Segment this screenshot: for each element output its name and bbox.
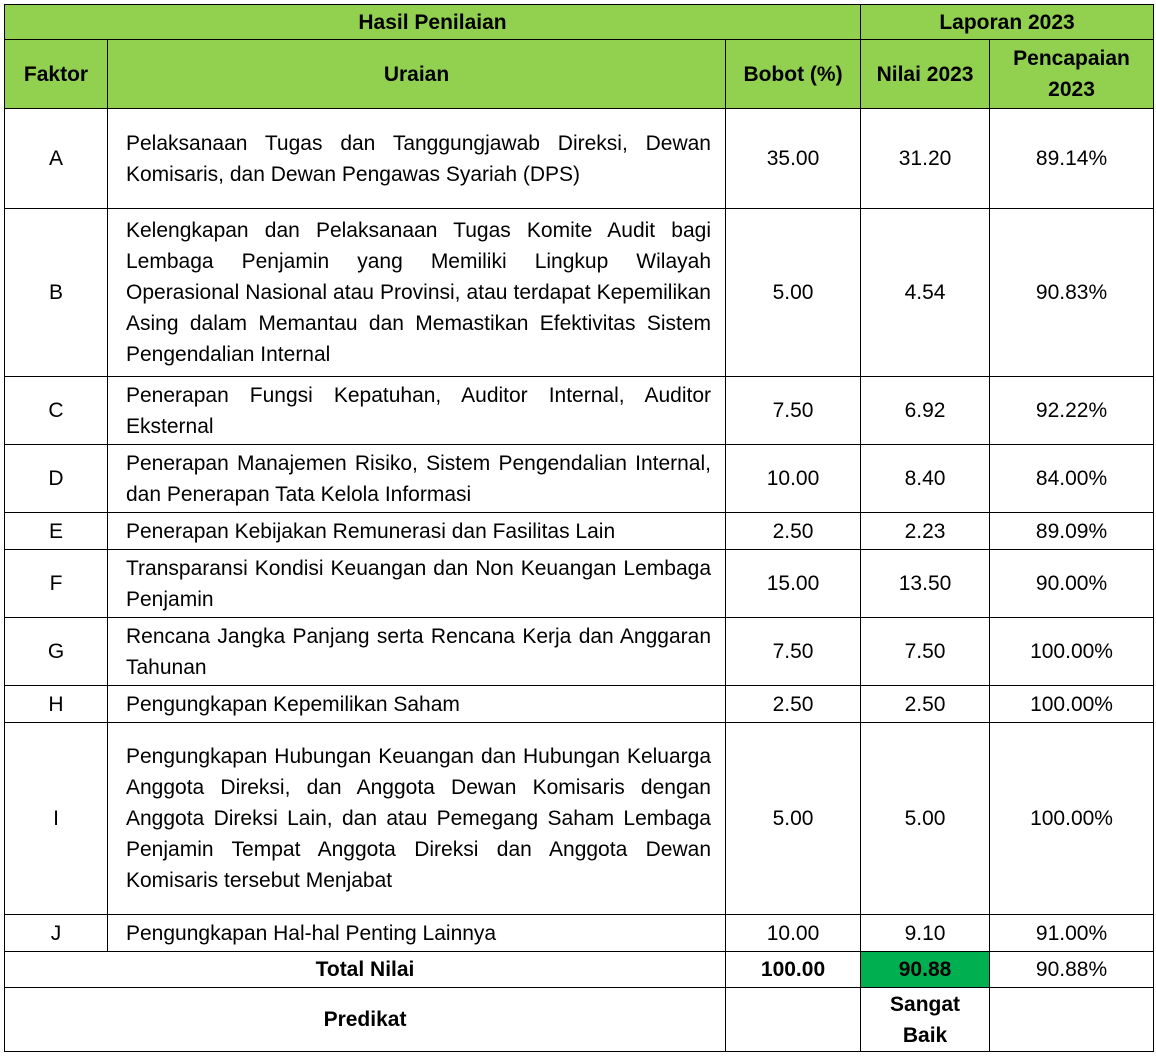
predikat-row: [5, 988, 1154, 1052]
cell-faktor: E: [5, 513, 108, 550]
cell-bobot: 7.50: [726, 618, 861, 686]
cell-bobot: 15.00: [726, 550, 861, 618]
header-bobot: Bobot (%): [726, 40, 861, 109]
cell-nilai: 2.23: [861, 513, 990, 550]
table-row: [5, 618, 1154, 686]
cell-faktor: J: [5, 915, 108, 952]
cell-faktor: D: [5, 445, 108, 513]
cell-nilai: 5.00: [861, 723, 990, 915]
cell-pencapaian: 84.00%: [990, 445, 1154, 513]
cell-nilai: 31.20: [861, 109, 990, 209]
cell-uraian: Penerapan Manajemen Risiko, Sistem Pengendalian Internal, dan Penerapan Tata Kelola Informasi: [108, 445, 726, 513]
cell-pencapaian: 90.83%: [990, 209, 1154, 377]
total-label: Total Nilai: [5, 952, 726, 988]
header-laporan: Laporan 2023: [861, 5, 1154, 40]
cell-uraian: Pengungkapan Kepemilikan Saham: [108, 686, 726, 723]
table-row: [5, 915, 1154, 952]
cell-nilai: 4.54: [861, 209, 990, 377]
cell-uraian: Pengungkapan Hal-hal Penting Lainnya: [108, 915, 726, 952]
cell-faktor: C: [5, 377, 108, 445]
cell-uraian: Pelaksanaan Tugas dan Tanggungjawab Direksi, Dewan Komisaris, dan Dewan Pengawas Syariah (DPS): [108, 109, 726, 209]
predikat-pencapaian-empty: [990, 988, 1154, 1052]
cell-faktor: B: [5, 209, 108, 377]
cell-uraian: Penerapan Fungsi Kepatuhan, Auditor Internal, Auditor Eksternal: [108, 377, 726, 445]
cell-nilai: 9.10: [861, 915, 990, 952]
cell-uraian: Kelengkapan dan Pelaksanaan Tugas Komite Audit bagi Lembaga Penjamin yang Memiliki Lingkup Wilayah Operasional Nasional atau Provinsi, atau terdapat Kepemilikan Asing dalam Memantau dan Memastikan Efektivitas Sistem Pengendalian Internal: [108, 209, 726, 377]
table-row: [5, 723, 1154, 915]
total-nilai: 90.88: [861, 952, 990, 988]
cell-nilai: 7.50: [861, 618, 990, 686]
cell-bobot: 5.00: [726, 209, 861, 377]
cell-bobot: 10.00: [726, 445, 861, 513]
cell-pencapaian: 91.00%: [990, 915, 1154, 952]
cell-faktor: A: [5, 109, 108, 209]
predikat-label: Predikat: [5, 988, 726, 1052]
header-row-columns: [5, 40, 1154, 109]
table-row: [5, 445, 1154, 513]
cell-pencapaian: 89.14%: [990, 109, 1154, 209]
cell-pencapaian: 90.00%: [990, 550, 1154, 618]
header-uraian: Uraian: [108, 40, 726, 109]
header-pencapaian: Pencapaian 2023: [990, 40, 1154, 109]
cell-bobot: 2.50: [726, 513, 861, 550]
cell-uraian: Penerapan Kebijakan Remunerasi dan Fasilitas Lain: [108, 513, 726, 550]
cell-faktor: F: [5, 550, 108, 618]
total-bobot: 100.00: [726, 952, 861, 988]
header-faktor: Faktor: [5, 40, 108, 109]
table-row: [5, 513, 1154, 550]
predikat-nilai: Sangat Baik: [861, 988, 990, 1052]
assessment-table: [4, 4, 1154, 1052]
total-row: [5, 952, 1154, 988]
cell-bobot: 10.00: [726, 915, 861, 952]
cell-pencapaian: 100.00%: [990, 618, 1154, 686]
cell-pencapaian: 100.00%: [990, 686, 1154, 723]
cell-bobot: 7.50: [726, 377, 861, 445]
cell-pencapaian: 89.09%: [990, 513, 1154, 550]
cell-uraian: Pengungkapan Hubungan Keuangan dan Hubungan Keluarga Anggota Direksi, dan Anggota Dewan Komisaris dengan Anggota Direksi Lain, dan atau Pemegang Saham Lembaga Penjamin Tempat Anggota Direksi dan Anggota Dewan Komisaris tersebut Menjabat: [108, 723, 726, 915]
total-pencapaian: 90.88%: [990, 952, 1154, 988]
header-nilai: Nilai 2023: [861, 40, 990, 109]
predikat-bobot-empty: [726, 988, 861, 1052]
cell-bobot: 35.00: [726, 109, 861, 209]
table-row: [5, 550, 1154, 618]
cell-faktor: G: [5, 618, 108, 686]
cell-uraian: Transparansi Kondisi Keuangan dan Non Keuangan Lembaga Penjamin: [108, 550, 726, 618]
cell-bobot: 2.50: [726, 686, 861, 723]
cell-pencapaian: 92.22%: [990, 377, 1154, 445]
cell-uraian: Rencana Jangka Panjang serta Rencana Kerja dan Anggaran Tahunan: [108, 618, 726, 686]
cell-nilai: 13.50: [861, 550, 990, 618]
header-hasil-penilaian: Hasil Penilaian: [5, 5, 861, 40]
cell-faktor: I: [5, 723, 108, 915]
cell-pencapaian: 100.00%: [990, 723, 1154, 915]
table-row: [5, 686, 1154, 723]
cell-nilai: 8.40: [861, 445, 990, 513]
cell-faktor: H: [5, 686, 108, 723]
cell-bobot: 5.00: [726, 723, 861, 915]
cell-nilai: 6.92: [861, 377, 990, 445]
header-row-group: [5, 5, 1154, 40]
table-row: [5, 109, 1154, 209]
cell-nilai: 2.50: [861, 686, 990, 723]
table-row: [5, 377, 1154, 445]
table-row: [5, 209, 1154, 377]
